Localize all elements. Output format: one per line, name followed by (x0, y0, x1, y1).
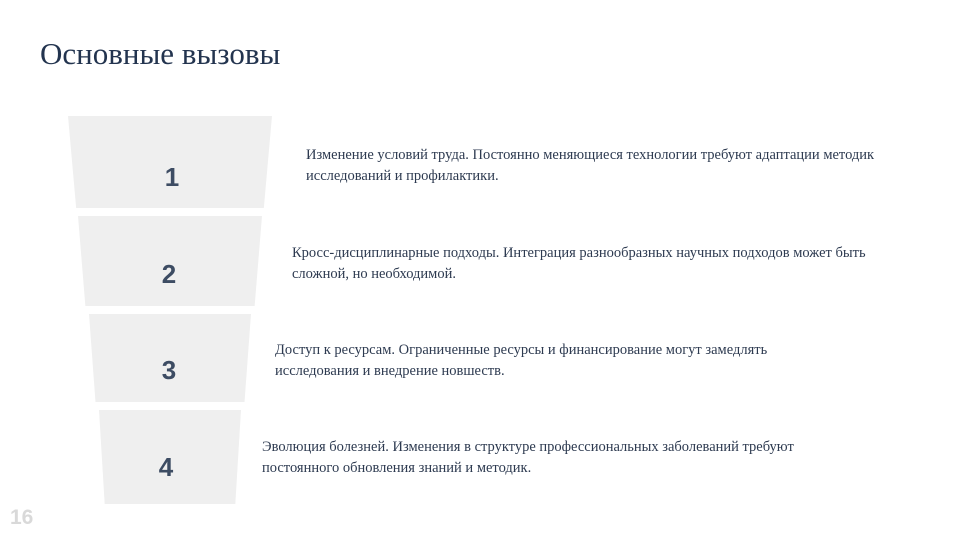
step-number-4: 4 (158, 452, 174, 482)
page-number: 16 (10, 506, 34, 529)
challenge-text-2: Кросс-дисциплинарные подходы. Интеграция разнообразных научных подходов может быть сложной, но необходимой. (292, 245, 866, 282)
step-number-3: 3 (161, 355, 177, 385)
step-number-2: 2 (161, 259, 177, 289)
challenge-text-3: Доступ к ресурсам. Ограниченные ресурсы и финансирование могут замедлять исследования и внедрение новшеств. (275, 342, 768, 379)
step-number-1: 1 (164, 162, 180, 192)
challenge-text-1: Изменение условий труда. Постоянно меняющиеся технологии требуют адаптации методик исследований и профилактики. (306, 147, 875, 184)
challenge-text-4: Эволюция болезней. Изменения в структуре профессиональных заболеваний требуют постоянного обновления знаний и методик. (262, 439, 794, 476)
slide-title: Основные вызовы (40, 36, 281, 71)
